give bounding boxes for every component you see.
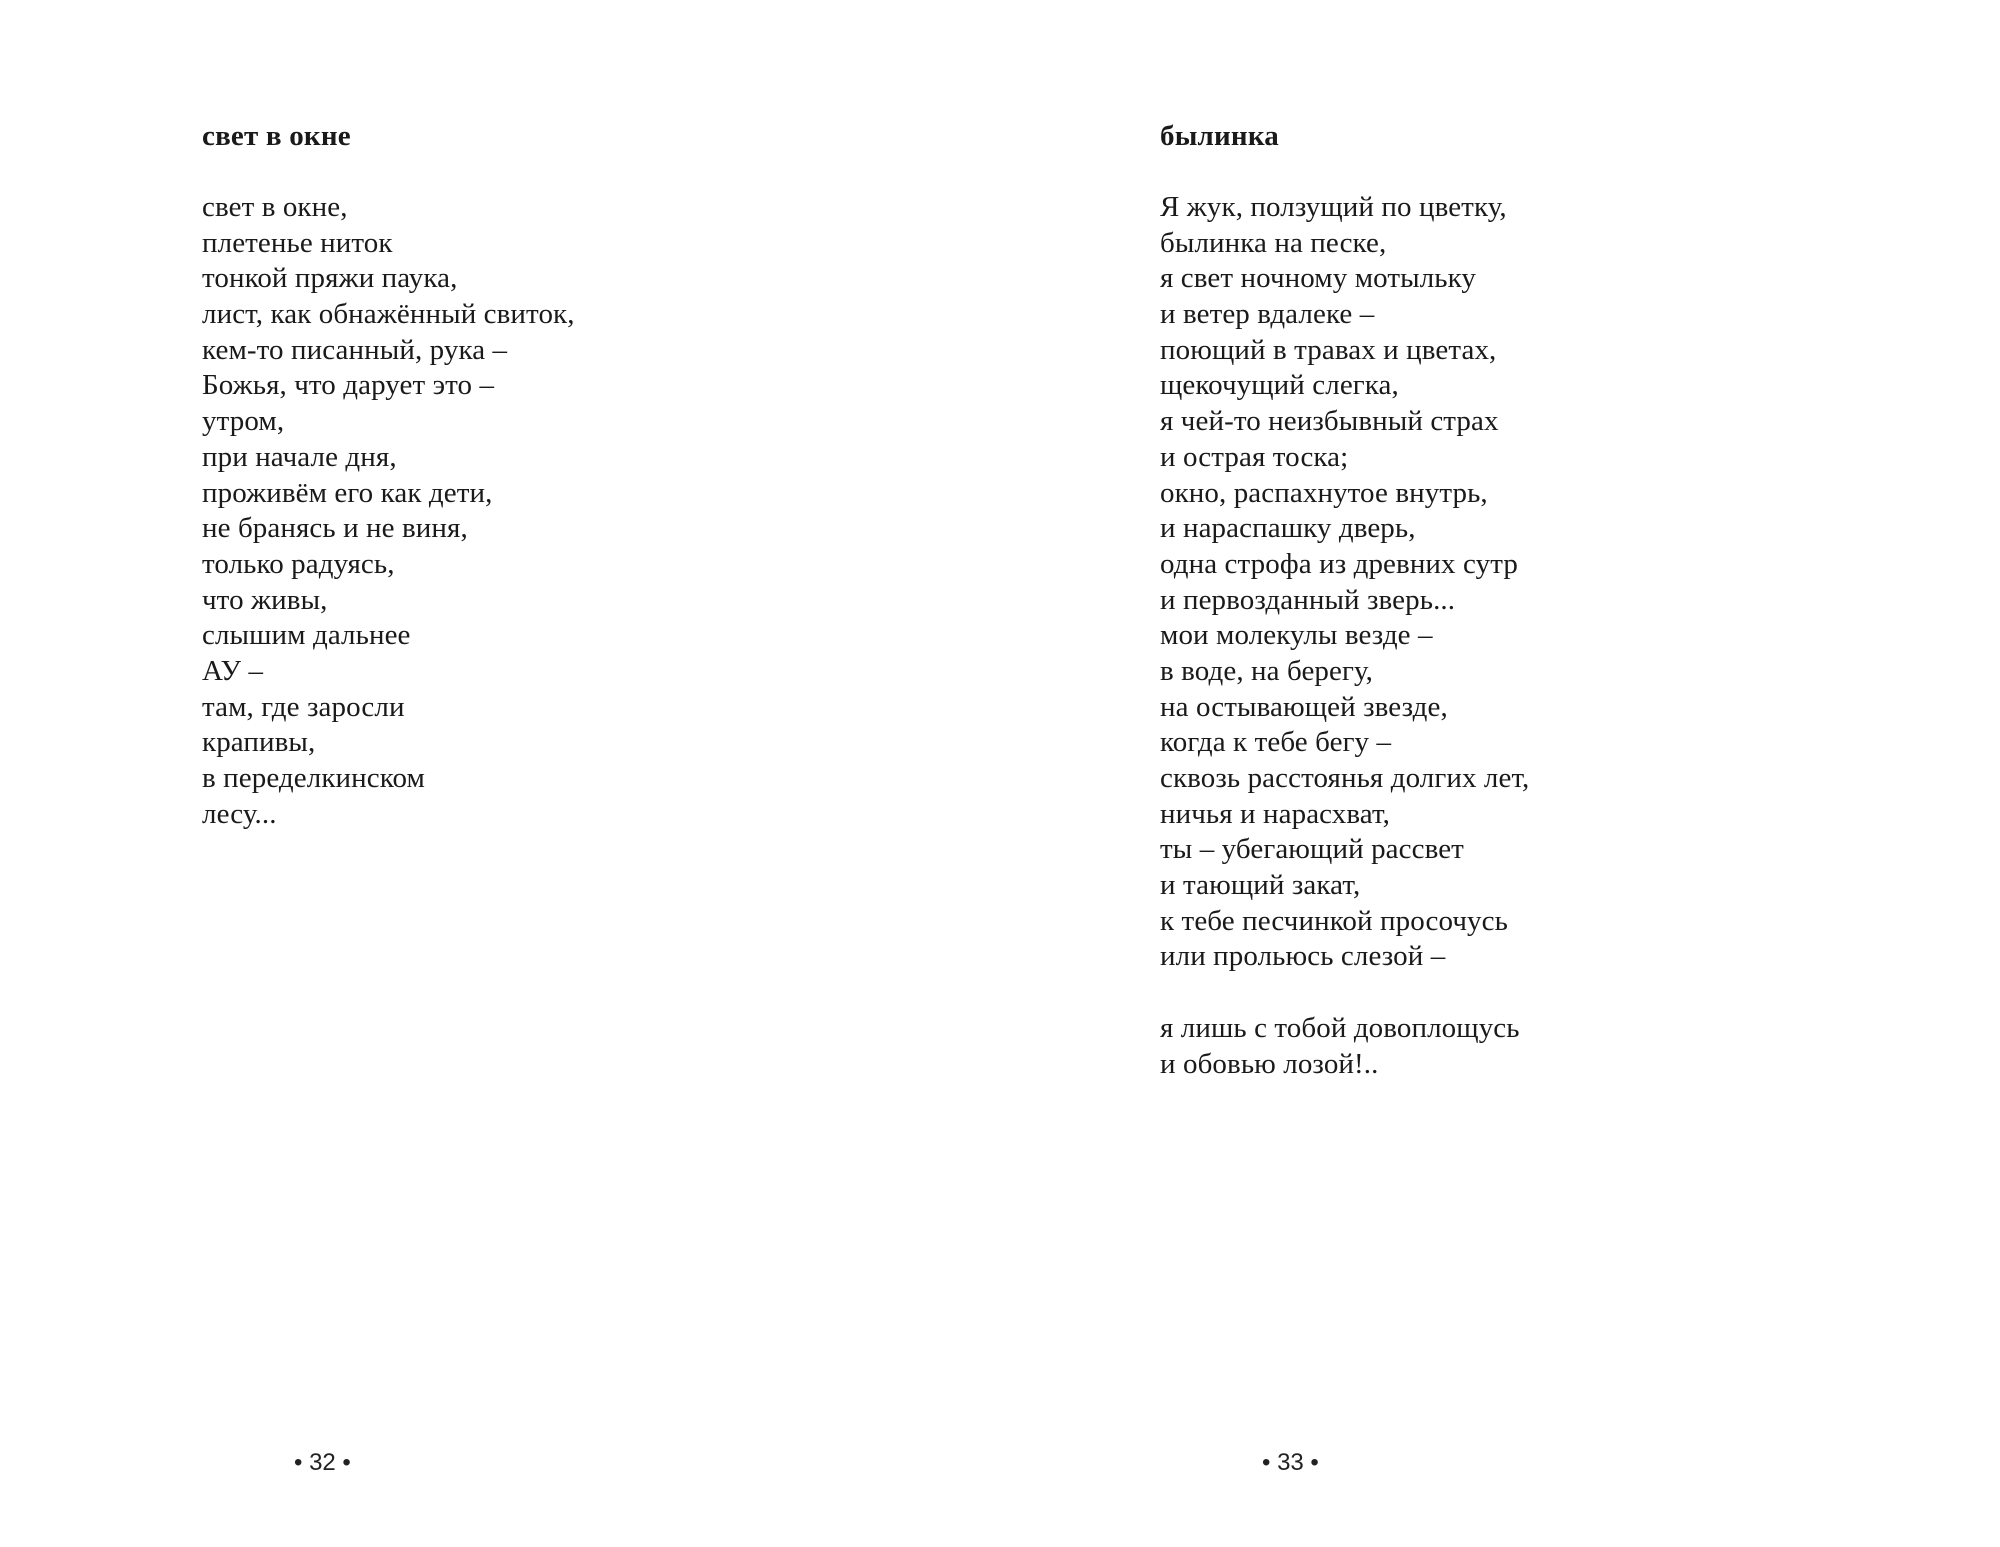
poem-line: Я жук, ползущий по цветку,	[1160, 191, 1507, 223]
poem-line: мои молекулы везде –	[1160, 619, 1433, 652]
poem-line: щекочущий слегка,	[1160, 369, 1399, 402]
poem-line: сквозь расстоянья долгих лет,	[1160, 762, 1530, 794]
poem-line: или прольюсь слезой –	[1160, 940, 1446, 973]
poem-line: АУ –	[202, 654, 264, 687]
poem-line: я чей-то неизбывный страх	[1160, 405, 1499, 438]
poem-stanza-2	[1160, 1011, 1529, 1082]
poem-line: окно, распахнутое внутрь,	[1160, 476, 1488, 509]
poem-line: слышим дальнее	[202, 619, 411, 652]
right-page	[1000, 0, 2000, 1547]
poem-line: и тающий закат,	[1160, 869, 1361, 902]
poem-line: былинка на песке,	[1160, 226, 1387, 259]
poem-line: лист, как обнажённый свиток,	[202, 298, 575, 331]
poem-line: ничья и нарасхват,	[1160, 797, 1390, 830]
poem-line: кем-то писанный, рука –	[202, 333, 508, 366]
poem-line: крапивы,	[202, 726, 316, 759]
poem-line: на остывающей звезде,	[1160, 690, 1448, 723]
stanza-break	[1160, 975, 1529, 1011]
poem-line: в переделкинском	[202, 762, 425, 794]
poem-line: что живы,	[202, 583, 328, 616]
poem-svet-v-okne	[202, 118, 575, 832]
poem-line: там, где заросли	[202, 690, 405, 723]
poem-line: тонкой пряжи паука,	[202, 262, 458, 295]
poem-line: только радуясь,	[202, 547, 395, 580]
poem-line: одна строфа из древних сутр	[1160, 547, 1518, 580]
poem-line: и обовью лозой!..	[1160, 1047, 1379, 1080]
page-number: • 33 •	[1262, 1449, 1319, 1476]
poem-line: ты – убегающий рассвет	[1160, 833, 1464, 866]
poem-line: при начале дня,	[202, 440, 397, 473]
poem-line: и нараспашку дверь,	[1160, 512, 1416, 545]
poem-title: свет в окне	[202, 120, 351, 152]
poem-lines	[202, 190, 575, 832]
poem-title: былинка	[1160, 120, 1280, 152]
poem-stanza-1	[1160, 190, 1529, 975]
poem-line: когда к тебе бегу –	[1160, 726, 1392, 759]
poem-line: и ветер вдалеке –	[1160, 298, 1375, 331]
poem-line: проживём его как дети,	[202, 476, 493, 509]
page-number: • 32 •	[294, 1449, 351, 1476]
poem-line: я свет ночному мотыльку	[1160, 262, 1477, 295]
poem-line: не бранясь и не виня,	[202, 512, 468, 545]
poem-bylinka	[1160, 118, 1529, 1082]
poem-line: утром,	[202, 405, 285, 438]
poem-line: я лишь с тобой довоплощусь	[1160, 1011, 1520, 1044]
poem-line: и острая тоска;	[1160, 440, 1349, 473]
poem-line: Божья, что дарует это –	[202, 369, 495, 402]
poem-line: поющий в травах и цветах,	[1160, 333, 1497, 366]
poem-line: и первозданный зверь...	[1160, 583, 1456, 616]
poem-line: в воде, на берегу,	[1160, 654, 1374, 687]
poem-line: лесу...	[202, 797, 277, 830]
poem-line: плетенье ниток	[202, 226, 393, 259]
poem-line: к тебе песчинкой просочусь	[1160, 904, 1508, 937]
poem-line: свет в окне,	[202, 191, 348, 223]
